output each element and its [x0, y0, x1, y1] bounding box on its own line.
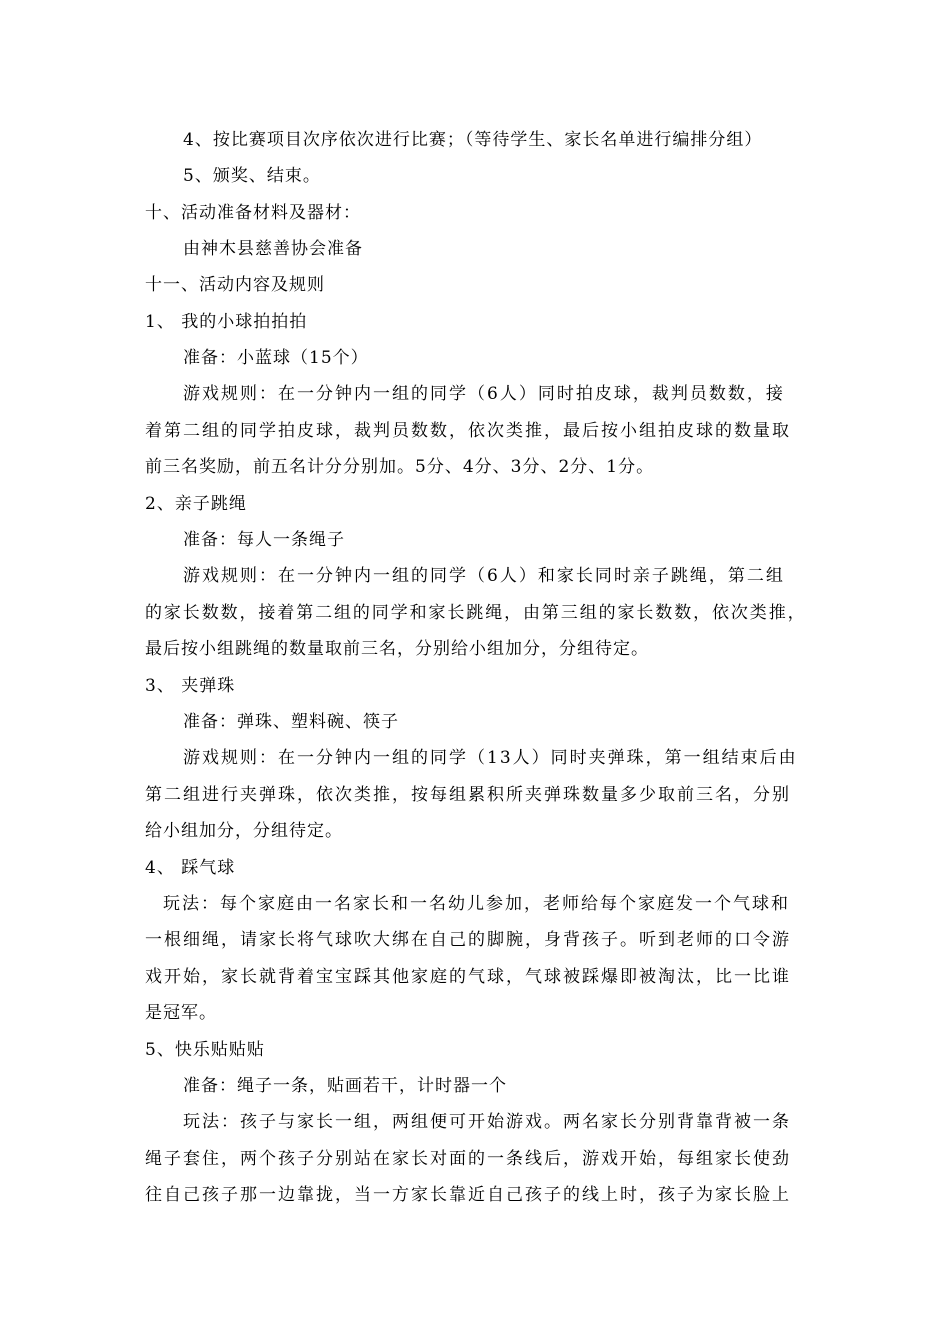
step-4: 4、按比赛项目次序依次进行比赛；（等待学生、家长名单进行编排分组） — [183, 130, 763, 150]
game-1-title: 1、 我的小球拍拍拍 — [145, 312, 308, 332]
materials-text: 由神木县慈善协会准备 — [183, 239, 363, 259]
game-2-rules-line: 的家长数数，接着第二组的同学和家长跳绳，由第三组的家长数数，依次类推， — [145, 603, 807, 623]
game-4-title: 4、 踩气球 — [145, 858, 236, 878]
game-5-rules-line: 绳子套住，两个孩子分别站在家长对面的一条线后，游戏开始，每组家长使劲 — [145, 1149, 791, 1169]
game-1-prep: 准备：小蓝球（15个） — [183, 348, 369, 368]
game-3-rules-line: 第二组进行夹弹珠，依次类推，按每组累积所夹弹珠数量多少取前三名，分别 — [145, 785, 791, 805]
game-3-title: 3、 夹弹珠 — [145, 676, 236, 696]
game-5-rules-line: 玩法：孩子与家长一组，两组便可开始游戏。两名家长分别背靠背被一条 — [183, 1112, 791, 1132]
section-heading-10: 十、活动准备材料及器材： — [145, 203, 361, 223]
step-5: 5、颁奖、结束。 — [183, 166, 321, 186]
game-5-prep: 准备：绳子一条，贴画若干，计时器一个 — [183, 1076, 507, 1096]
game-2-prep: 准备：每人一条绳子 — [183, 530, 345, 550]
game-5-rules-line: 往自己孩子那一边靠拢，当一方家长靠近自己孩子的线上时，孩子为家长脸上 — [145, 1185, 791, 1205]
game-1-rules-line: 着第二组的同学拍皮球，裁判员数数，依次类推，最后按小组拍皮球的数量取 — [145, 421, 791, 441]
game-2-rules-line: 最后按小组跳绳的数量取前三名，分别给小组加分，分组待定。 — [145, 639, 649, 659]
game-2-title: 2、亲子跳绳 — [145, 494, 247, 514]
game-1-rules-line: 游戏规则：在一分钟内一组的同学（6人）同时拍皮球，裁判员数数，接 — [183, 384, 785, 404]
section-heading-11: 十一、活动内容及规则 — [145, 275, 325, 295]
game-5-title: 5、快乐贴贴贴 — [145, 1040, 265, 1060]
game-3-prep: 准备：弹珠、塑料碗、筷子 — [183, 712, 399, 732]
game-1-rules-line: 前三名奖励，前五名计分分别加。5分、4分、3分、2分、1分。 — [145, 457, 655, 477]
game-4-rules-line: 玩法：每个家庭由一名家长和一名幼儿参加，老师给每个家庭发一个气球和 — [163, 894, 790, 914]
game-4-rules-line: 戏开始，家长就背着宝宝踩其他家庭的气球，气球被踩爆即被淘汰，比一比谁 — [145, 967, 791, 987]
game-3-rules-line: 给小组加分，分组待定。 — [145, 821, 343, 841]
game-3-rules-line: 游戏规则：在一分钟内一组的同学（13人）同时夹弹珠，第一组结束后由 — [183, 748, 798, 768]
game-4-rules-line: 是冠军。 — [145, 1003, 217, 1023]
game-4-rules-line: 一根细绳，请家长将气球吹大绑在自己的脚腕，身背孩子。听到老师的口令游 — [145, 930, 791, 950]
game-2-rules-line: 游戏规则：在一分钟内一组的同学（6人）和家长同时亲子跳绳，第二组 — [183, 566, 785, 586]
